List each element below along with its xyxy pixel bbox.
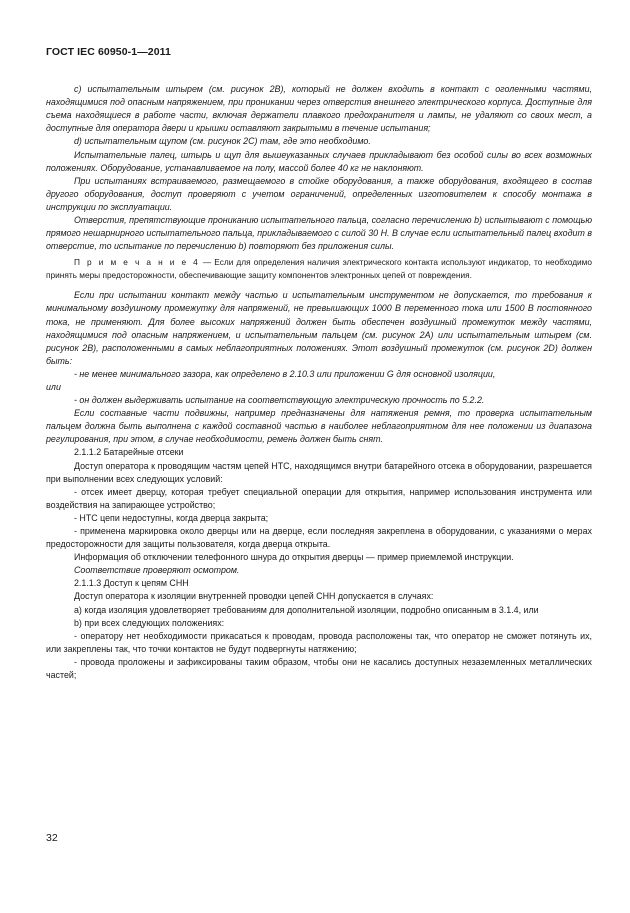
- paragraph: Отверстия, препятствующие прониканию испытательного пальца, согласно перечислению b) испытывают с помощью прямого нешарнирного испытательного пальца, прикладываемого с силой 30 Н. В случае если испытательный палец входит в отверстие, то испытание по перечислению b) повторяют без приложения силы.: [46, 215, 592, 252]
- list-item: - не менее минимального зазора, как определено в 2.10.3 или приложении G для основной изоляции,: [74, 368, 496, 379]
- paragraph: Если при испытании контакт между частью и испытательным инструментом не допускается, то требования к минимальному воздушному промежутку для напряжений, не превышающих 1000 В переменного тока или 1500 В постоянного тока, не применяют. Для более высоких напряжений должен быть обеспечен воздушный промежуток между частями, находящимися под опасным напряжением, и испытательным пальцем (см. рисунок 2А) или испытательным штырем (см. рисунок 2В), расположенными в самых неблагоприятных положениях. Этот воздушный промежуток (см. рисунок 2D) должен быть:: [46, 290, 592, 366]
- paragraph: d) испытательным щупом (см. рисунок 2С) там, где это необходимо.: [74, 136, 371, 147]
- section-heading: 2.1.1.2 Батарейные отсеки: [74, 447, 184, 458]
- list-item: - отсек имеет дверцу, которая требует специальной операции для открытия, например использования инструмента или воздействия на запирающее устройство;: [46, 486, 592, 510]
- paragraph: Доступ оператора к изоляции внутренней проводки цепей СНН допускается в случаях:: [74, 591, 434, 602]
- note-label: П р и м е ч а н и е 4: [74, 257, 200, 268]
- list-item: - применена маркировка около дверцы или на дверце, если последняя закреплена в оборудовании, с указаниями о мерах предосторожности для защиты пользователя, когда дверца открыта.: [46, 526, 592, 550]
- note-text: — Если для определения наличия электрического контакта используют индикатор, то необходимо принять меры предосторожности, обеспечивающие защиту компонентов электронных цепей от повреждения.: [46, 257, 592, 280]
- paragraph: Доступ оператора к проводящим частям цепей НТС, находящимся внутри батарейного отсека в оборудовании, разрешается при выполнении всех следующих условий:: [46, 460, 592, 484]
- list-item: - НТС цепи недоступны, когда дверца закрыта;: [74, 512, 269, 523]
- paragraph: или: [46, 381, 61, 392]
- list-item: b) при всех следующих положениях:: [74, 617, 225, 628]
- list-item: a) когда изоляция удовлетворяет требованиям для дополнительной изоляции, подробно описанным в 3.1.4, или: [74, 604, 539, 615]
- page-number: 32: [46, 832, 58, 844]
- page-content: [46, 83, 592, 682]
- paragraph: Испытательные палец, штырь и щуп для вышеуказанных случаев прикладывают без особой силы во всех возможных положениях. Оборудование, устанавливаемое на полу, массой более 40 кг не наклоняют.: [46, 149, 592, 173]
- note: [46, 256, 592, 281]
- paragraph: c) испытательным штырем (см. рисунок 2В), который не должен входить в контакт с оголенными частями, находящимися под опасным напряжением, при проникании через отверстия внешнего электрического корпуса. Доступные для съема находящиеся в работе части, включая держатели плавкого предохранителя и лампы, не удаляют со своих мест, а доступные для оператора двери и крышки оставляют закрытыми в течение испытания;: [46, 84, 592, 134]
- paragraph: При испытаниях встраиваемого, размещаемого в стойке оборудования, а также оборудования, входящего в состав другого оборудования, доступ проверяют с учетом ограничений, определенных изготовителем к способу монтажа в инструкции по эксплуатации.: [46, 175, 592, 212]
- paragraph: Информация об отключении телефонного шнура до открытия дверцы — пример приемлемой инструкции.: [74, 552, 514, 563]
- list-item: - он должен выдерживать испытание на соответствующую электрическую прочность по 5.2.2.: [74, 395, 485, 406]
- paragraph: Если составные части подвижны, например предназначены для натяжения ремня, то проверка испытательным пальцем должна быть выполнена с каждой составной частью в наиболее неблагоприятном для нее положении из диапазона регулирования, при этом, в случае необходимости, ремень должен быть снят.: [46, 408, 592, 445]
- document-header: ГОСТ IEC 60950-1—2011: [46, 46, 171, 58]
- list-item: - оператору нет необходимости прикасаться к проводам, провода расположены так, что оператор не сможет потянуть их, или закреплены так, что точки контактов не будут подвергнуты натяжению;: [46, 630, 592, 654]
- list-item: - провода проложены и зафиксированы таким образом, чтобы они не касались доступных незаземленных металлических частей;: [46, 656, 592, 681]
- paragraph: Соответствие проверяют осмотром.: [74, 565, 240, 576]
- section-heading: 2.1.1.3 Доступ к цепям СНН: [74, 578, 189, 589]
